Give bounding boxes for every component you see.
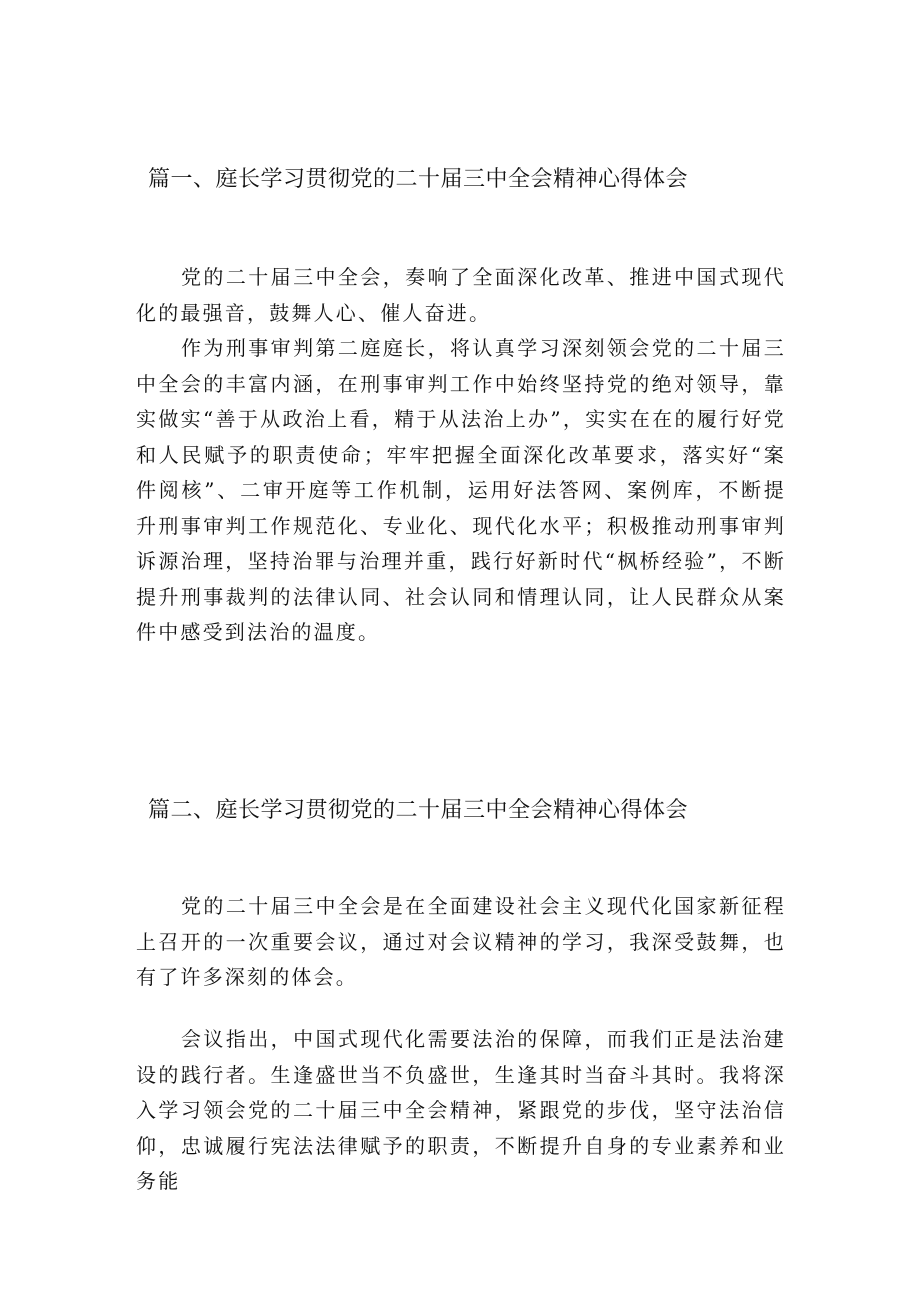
section-2-heading: 篇二、庭长学习贯彻党的二十届三中全会精神心得体会 <box>148 798 689 823</box>
section-2-paragraph-1: 党的二十届三中全会是在全面建设社会主义现代化国家新征程上召开的一次重要会议，通过对会议精神的学习，我深受鼓舞，也有了许多深刻的体会。 <box>136 894 786 989</box>
section-2-paragraph-2: 会议指出，中国式现代化需要法治的保障，而我们正是法治建设的践行者。生逢盛世当不负盛世，生逢其时当奋斗其时。我将深入学习领会党的二十届三中全会精神，紧跟党的步伐，坚守法治信仰，忠诚履行宪法法律赋予的职责，不断提升自身的专业素养和业务能 <box>136 1027 786 1193</box>
section-1-heading: 篇一、庭长学习贯彻党的二十届三中全会精神心得体会 <box>148 167 689 192</box>
section-1-paragraph-1: 党的二十届三中全会，奏响了全面深化改革、推进中国式现代化的最强音，鼓舞人心、催人奋进。 <box>136 265 786 325</box>
section-1-paragraph-2: 作为刑事审判第二庭庭长，将认真学习深刻领会党的二十届三中全会的丰富内涵，在刑事审判工作中始终坚持党的绝对领导，靠实做实“善于从政治上看，精于从法治上办”，实实在在的履行好党和人民赋予的职责使命；牢牢把握全面深化改革要求，落实好“案件阅核”、二审开庭等工作机制，运用好法答网、案例库，不断提升刑事审判工作规范化、专业化、现代化水平；积极推动刑事审判诉源治理，坚持治罪与治理并重，践行好新时代“枫桥经验”，不断提升刑事裁判的法律认同、社会认同和情理认同，让人民群众从案件中感受到法治的温度。 <box>136 336 786 644</box>
